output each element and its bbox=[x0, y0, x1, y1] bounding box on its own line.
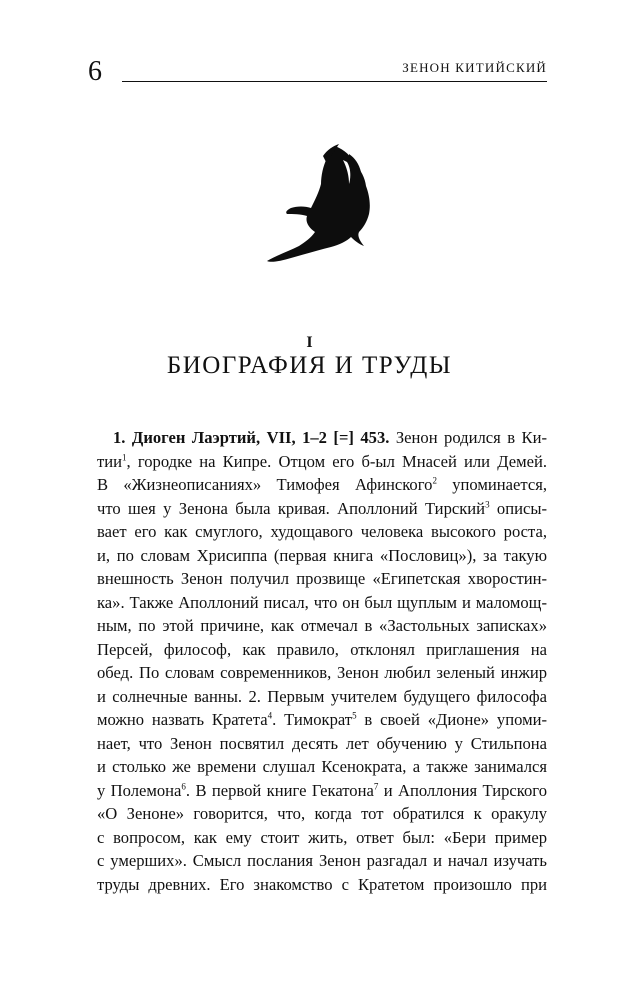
text-line: с умерших». Смысл послания Зенон разгадал и начал изучать bbox=[97, 851, 547, 870]
chapter-number: I bbox=[306, 334, 313, 351]
text-line: и столько же времени слушал Ксенократа, а также занимался bbox=[97, 757, 547, 776]
text-line: ным, по этой причине, как отмечал в «Застольных записках» bbox=[97, 616, 547, 635]
text-fragment: у Полемона bbox=[97, 780, 182, 800]
text-fragment: . В первой книге Гекатона bbox=[185, 780, 374, 800]
text-fragment: В «Жизнеописаниях» Тимофея Афинского bbox=[97, 475, 433, 494]
text-line: с вопросом, как ему стоит жить, ответ был: «Бери пример bbox=[97, 827, 547, 847]
text-line bbox=[97, 779, 547, 803]
text-line bbox=[97, 497, 547, 521]
header-rule bbox=[122, 81, 547, 82]
text-fragment: Зенон родился в Ки- bbox=[389, 428, 547, 447]
footnote-marker: 7 bbox=[373, 780, 379, 791]
text-line: Персей, философ, как правило, отклонял приглашения на bbox=[97, 639, 547, 659]
footnote-marker: 2 bbox=[432, 475, 437, 486]
text-fragment: упоминается, bbox=[436, 475, 548, 494]
text-line: «О Зеноне» говорится, что, когда тот обратился к оракулу bbox=[97, 804, 547, 823]
text-fragment: описы- bbox=[489, 498, 548, 518]
text-fragment: , городке на Кипре. Отцом его б-ыл Мнасей или Демей. bbox=[126, 451, 547, 471]
footnote-marker: 6 bbox=[181, 780, 186, 791]
page-number: 6 bbox=[88, 56, 102, 87]
text-fragment: можно назвать Кратета bbox=[97, 710, 268, 729]
text-line bbox=[97, 708, 547, 732]
footnote-marker: 4 bbox=[267, 710, 273, 721]
text-line bbox=[97, 426, 547, 450]
text-line: обед. По словам современников, Зенон любил зеленый инжир bbox=[97, 663, 547, 682]
text-line: внешность Зенон получил прозвище «Египетская хворостин- bbox=[97, 569, 547, 588]
eagle-icon bbox=[265, 142, 375, 264]
source-reference: 1. Диоген Лаэртий, VII, 1–2 [=] 453. bbox=[113, 428, 390, 447]
text-fragment: тии bbox=[97, 451, 123, 471]
text-line: вает его как смуглого, худощавого человека высокого роста, bbox=[97, 522, 547, 541]
footnote-marker: 1 bbox=[122, 451, 127, 462]
text-fragment: и Аполлония Тирского bbox=[378, 780, 547, 800]
text-line: труды древних. Его знакомство с Кратетом произошло при bbox=[97, 874, 547, 894]
text-line bbox=[97, 450, 547, 474]
running-header: ЗЕНОН КИТИЙСКИЙ bbox=[402, 60, 547, 75]
text-line: и, по словам Хрисиппа (первая книга «Пословиц»), за такую bbox=[97, 545, 547, 565]
text-fragment: что шея у Зенона была кривая. Аполлоний Тирский bbox=[97, 498, 486, 518]
text-fragment: в своей «Дионе» упоми- bbox=[356, 710, 547, 729]
text-fragment: . Тимократ bbox=[272, 710, 353, 729]
text-line bbox=[97, 473, 547, 497]
footnote-marker: 5 bbox=[352, 710, 357, 721]
chapter-title: БИОГРАФИЯ И ТРУДЫ bbox=[166, 352, 453, 379]
body-text bbox=[97, 426, 547, 896]
text-line: нает, что Зенон посвятил десять лет обучению у Стильпона bbox=[97, 733, 547, 753]
text-line: и солнечные ванны. 2. Первым учителем будущего философа bbox=[97, 686, 547, 706]
footnote-marker: 3 bbox=[485, 498, 490, 509]
text-line: ка». Также Аполлоний писал, что он был щуплым и маломощ- bbox=[97, 592, 547, 612]
